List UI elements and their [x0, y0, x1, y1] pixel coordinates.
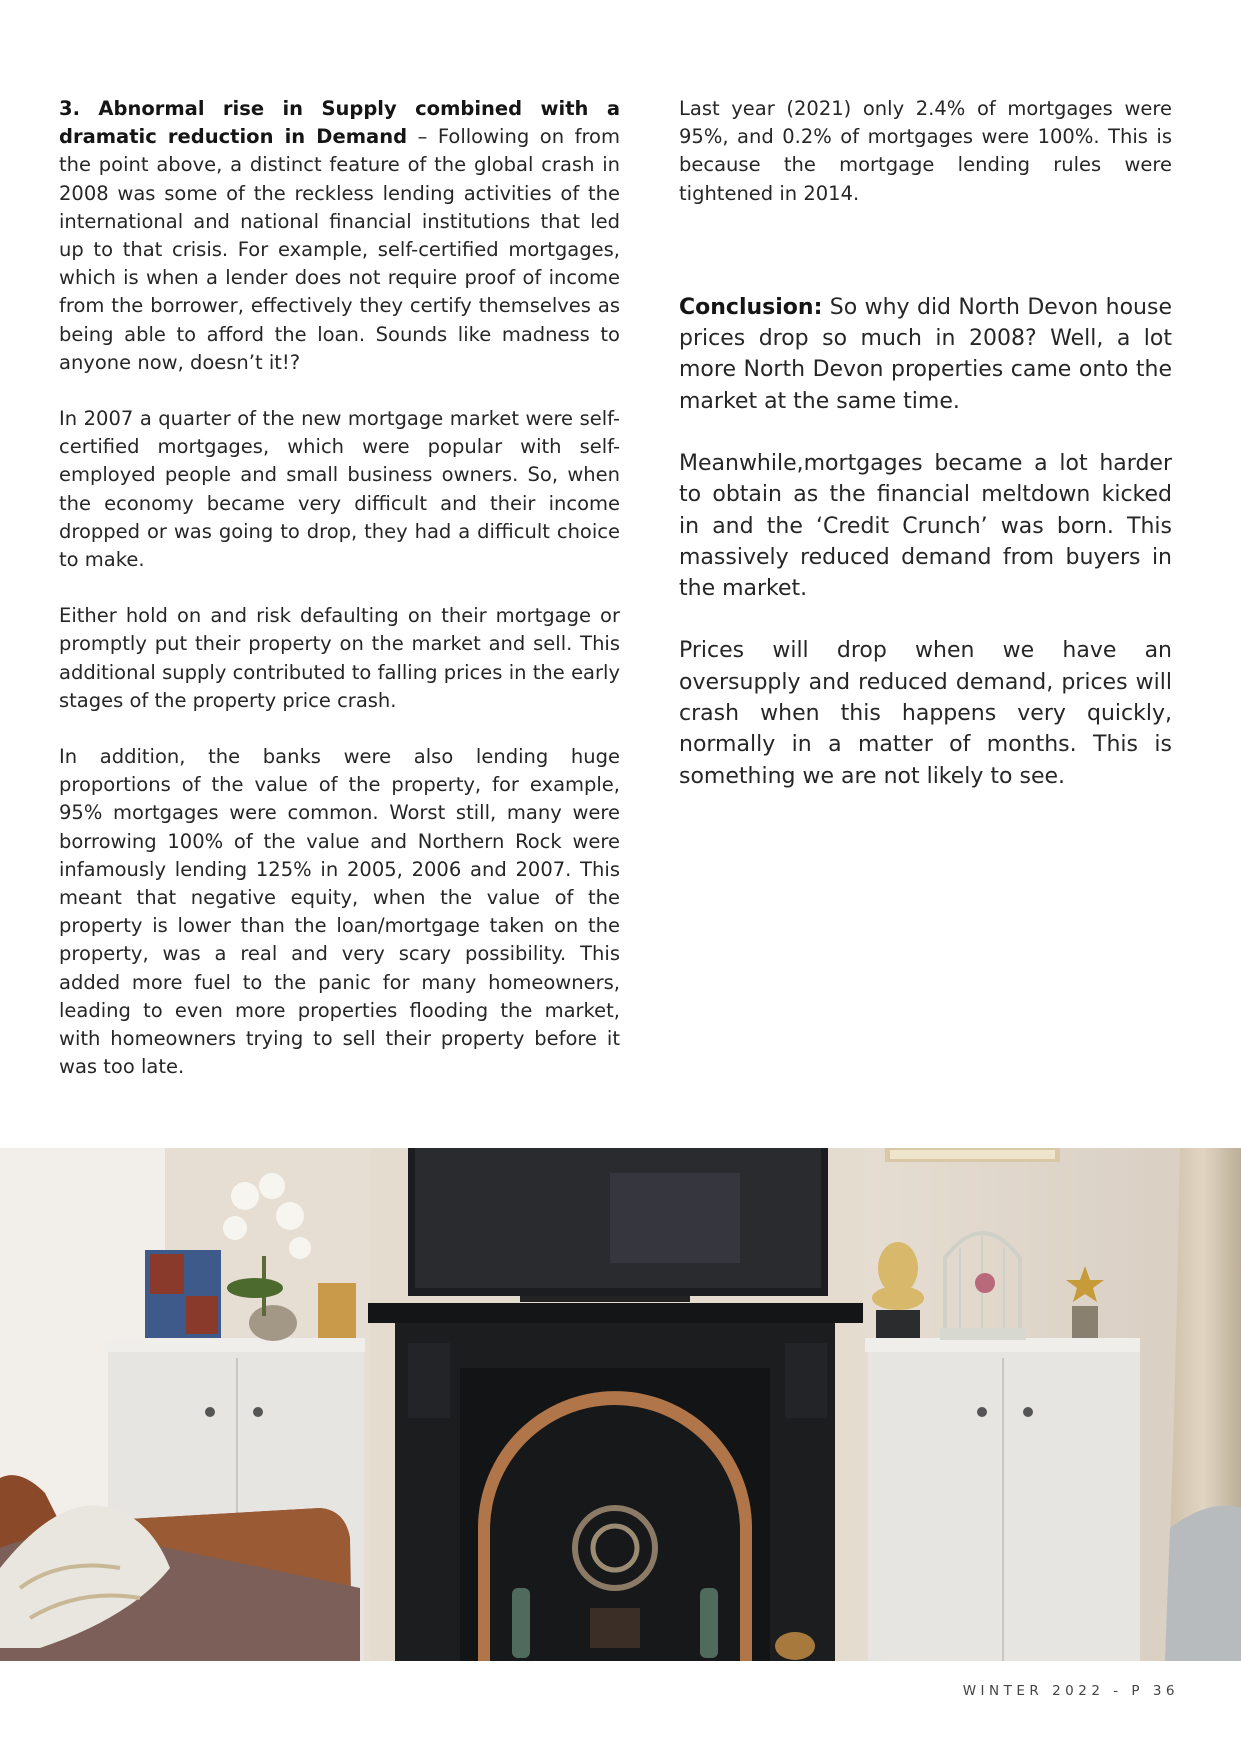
paragraph-text: – Following on from the point above, a distinct feature of the global crash in 2008 was some of the reckless lending activities of the international and national financial institutions that led up to that crisis. For example, self-certified mortgages, which is when a lender does not require proof of income from the borrower, effectively they certify themselves as being able to afford the loan. Sounds like madness to anyone now, doesn’t it!?: [59, 125, 620, 374]
left-column: [59, 95, 620, 1082]
paragraph-credit-crunch: Meanwhile,mortgages became a lot harder to obtain as the financial meltdown kicked in and the ‘Credit Crunch’ was born. This massively reduced demand from buyers in the market.: [679, 451, 1172, 602]
paragraph-self-certified: In 2007 a quarter of the new mortgage market were self-certified mortgages, which were popular with self-employed people and small business owners. So, when the economy became very difficult and their income dropped or was going to drop, they had a difficult choice to make.: [59, 407, 620, 572]
conclusion-label: Conclusion:: [679, 294, 823, 320]
paragraph-mortgage-stats: Last year (2021) only 2.4% of mortgages were 95%, and 0.2% of mortgages were 100%. This is because the mortgage lending rules were tightened in 2014.: [679, 97, 1172, 205]
page-footer: WINTER 2022 - P 36: [962, 1683, 1179, 1699]
living-room-photo: [0, 1148, 1241, 1661]
paragraph-hold-or-sell: Either hold on and risk defaulting on their mortgage or promptly put their property on the market and sell. This additional supply contributed to falling prices in the early stages of the property price crash.: [59, 604, 620, 712]
paragraph-negative-equity: In addition, the banks were also lending huge proportions of the value of the property, for example, 95% mortgages were common. Worst still, many were borrowing 100% of the value and Northern Rock were infamously lending 125% in 2005, 2006 and 2007. This meant that negative equity, when the value of the property is lower than the loan/mortgage taken on the property, was a real and very scary possibility. This added more fuel to the panic for many homeowners, leading to even more properties flooding the market, with homeowners trying to sell their property before it was too late.: [59, 745, 620, 1079]
paragraph-prices-drop: Prices will drop when we have an oversupply and reduced demand, prices will crash when this happens very quickly, normally in a matter of months. This is something we are not likely to see.: [679, 638, 1172, 789]
paragraph-supply-demand: [59, 95, 620, 377]
paragraph-text: So why did North Devon house prices drop so much in 2008? Well, a lot more North Devon properties came onto the market at the same time.: [679, 294, 1172, 414]
section-heading: 3. Abnormal rise in Supply combined with a dramatic reduction in Demand: [59, 97, 620, 149]
paragraph-conclusion: [679, 292, 1172, 417]
right-column: [679, 95, 1172, 792]
